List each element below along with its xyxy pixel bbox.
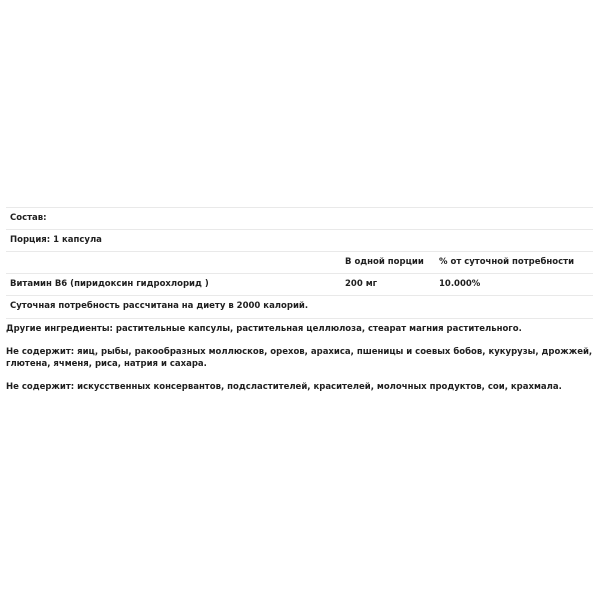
ingredient-daily-value: 10.000%	[439, 279, 481, 289]
daily-value-footnote: Суточная потребность рассчитана на диету в 2000 калорий.	[10, 301, 309, 311]
other-ingredients: Другие ингредиенты: растительные капсулы, растительная целлюлоза, стеарат магния растительного.	[6, 324, 522, 334]
composition-title: Состав:	[10, 213, 47, 223]
allergen-statement-line2: глютена, ячменя, риса, натрия и сахара.	[6, 359, 207, 369]
serving-size: Порция: 1 капсула	[10, 235, 102, 245]
allergen-statement	[6, 346, 596, 370]
header-per-serving: В одной порции	[345, 257, 424, 267]
table-row-footnote	[6, 295, 593, 319]
ingredient-amount: 200 мг	[345, 279, 378, 289]
table-header-row	[6, 251, 593, 273]
table-row-title	[6, 207, 593, 229]
table-row-serving	[6, 229, 593, 251]
additives-statement: Не содержит: искусственных консервантов, подсластителей, красителей, молочных продуктов, сои, крахмала.	[6, 382, 562, 392]
supplement-facts-table	[6, 207, 593, 319]
header-daily-value: % от суточной потребности	[439, 257, 575, 267]
ingredient-name: Витамин B6 (пиридоксин гидрохлорид )	[10, 279, 209, 289]
table-row	[6, 273, 593, 295]
allergen-statement-line1: Не содержит: яиц, рыбы, ракообразных моллюсков, орехов, арахиса, пшеницы и соевых бобов, кукурузы, дрожжей,	[6, 347, 593, 357]
